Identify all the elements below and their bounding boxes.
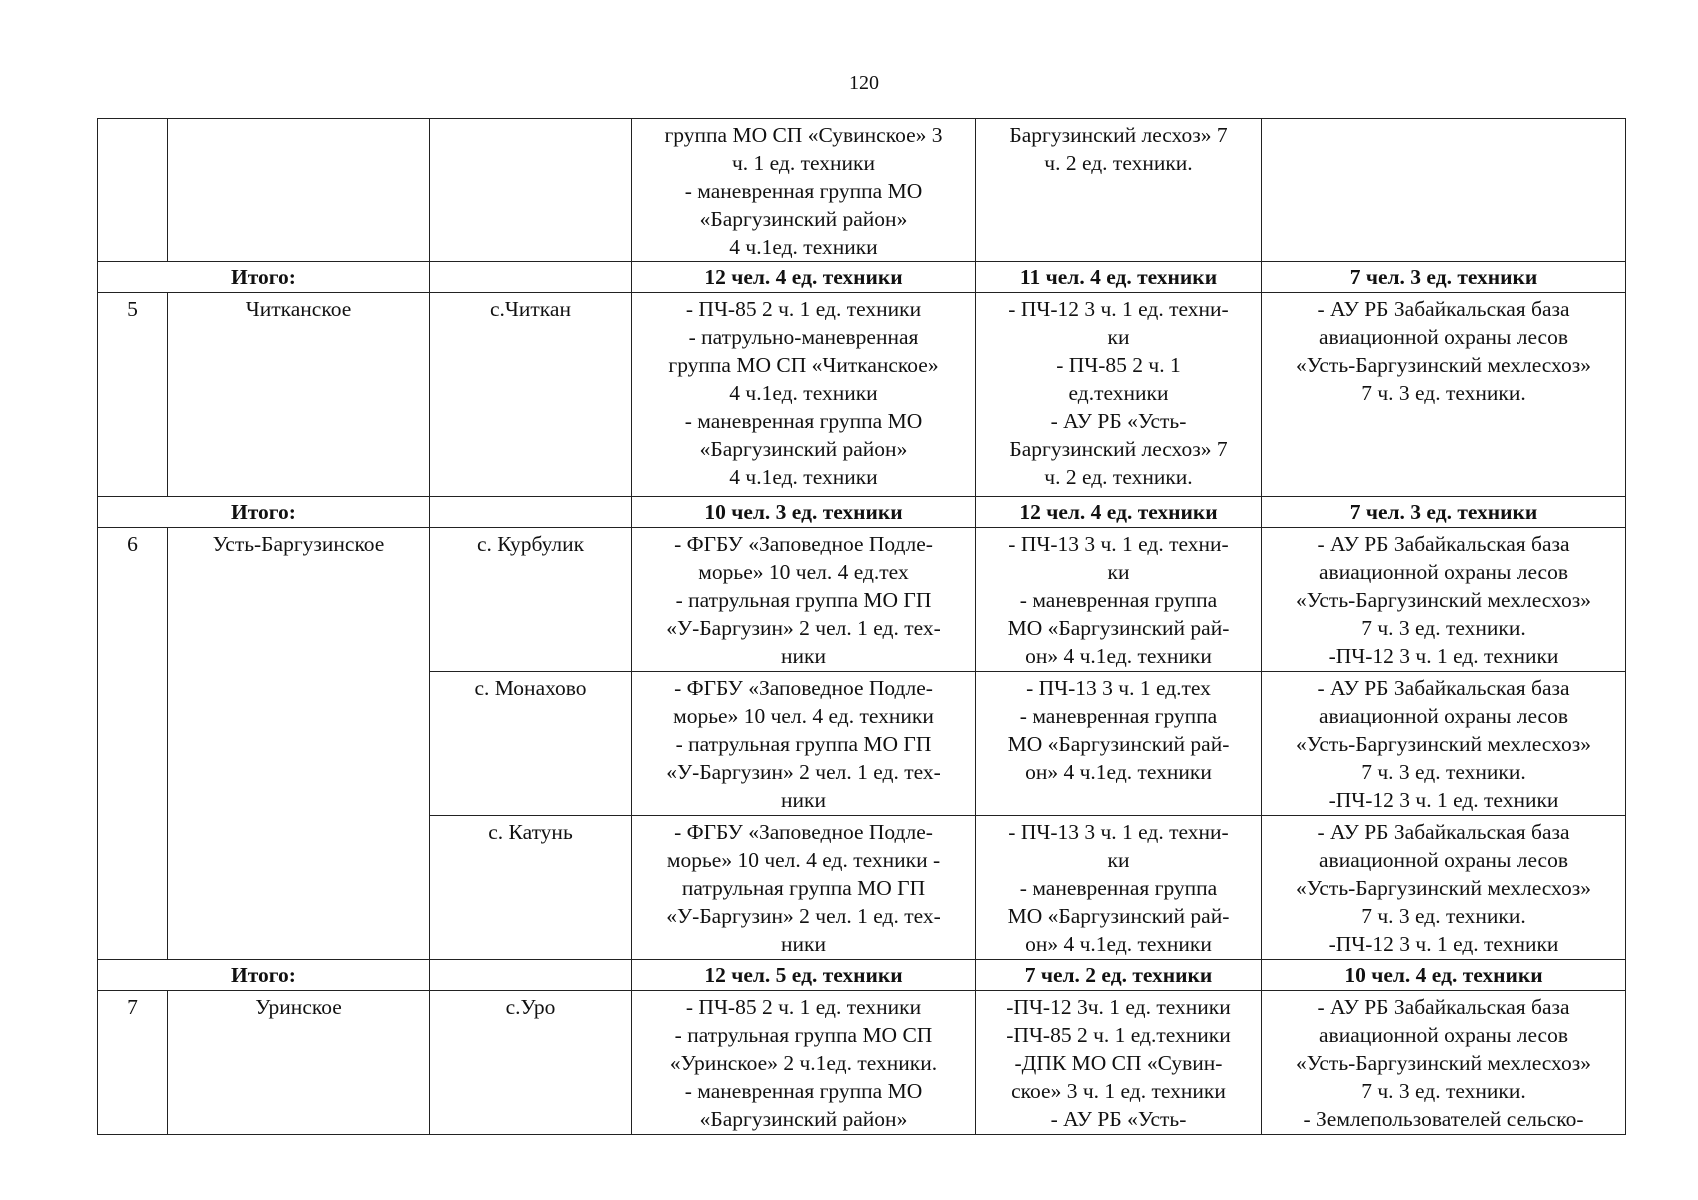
cell-line: - ПЧ-13 3 ч. 1 ед. техни- [1008, 820, 1229, 844]
total-forces-1: 10 чел. 3 ед. техники [632, 497, 976, 528]
cell-line: ники [781, 644, 826, 668]
cell-line: Баргузинский лесхоз» 7 [1009, 437, 1228, 461]
cell-line: ч. 2 ед. техники. [1044, 151, 1193, 175]
cell-line: патрульная группа МО ГП [681, 876, 926, 900]
cell-line: «Усть-Баргузинский мехлесхоз» [1296, 1051, 1591, 1075]
forces-1-cell [632, 293, 976, 497]
total-forces-2: 7 чел. 2 ед. техники [976, 960, 1262, 991]
cell-line: авиационной охраны лесов [1319, 704, 1568, 728]
cell-line: - маневренная группа [1019, 876, 1218, 900]
cell-line: - ПЧ-13 3 ч. 1 ед.тех [1026, 676, 1211, 700]
total-label: Итого: [98, 960, 430, 991]
settlement-cell [168, 119, 430, 262]
cell-line: - ФГБУ «Заповедное Подле- [674, 532, 933, 556]
cell-line: - патрульная группа МО ГП [675, 588, 932, 612]
cell-line: - ПЧ-85 2 ч. 1 ед. техники [685, 995, 922, 1019]
cell-line: ники [781, 932, 826, 956]
cell-line: группа МО СП «Сувинское» 3 [664, 123, 943, 147]
cell-line: группа МО СП «Читканское» [668, 353, 939, 377]
cell-line: ское» 3 ч. 1 ед. техники [1011, 1079, 1226, 1103]
total-empty [430, 262, 632, 293]
forces-2-cell [976, 119, 1262, 262]
cell-line: авиационной охраны лесов [1319, 325, 1568, 349]
num-cell [98, 119, 168, 262]
cell-line: морье» 10 чел. 4 ед. техники - [666, 848, 941, 872]
village-cell [430, 119, 632, 262]
cell-line: он» 4 ч.1ед. техники [1025, 644, 1212, 668]
cell-line: ч. 2 ед. техники. [1044, 465, 1193, 489]
village-cell: с.Уро [430, 991, 632, 1135]
cell-line: - АУ РБ Забайкальская база [1317, 820, 1570, 844]
village-cell: с. Катунь [430, 816, 632, 960]
total-label: Итого: [98, 497, 430, 528]
cell-line: - маневренная группа МО [684, 409, 923, 433]
num-cell: 7 [98, 991, 168, 1135]
cell-line: -ДПК МО СП «Сувин- [1014, 1051, 1223, 1075]
cell-line: «Баргузинский район» [699, 207, 908, 231]
cell-line: «Баргузинский район» [699, 437, 908, 461]
cell-line: 7 ч. 3 ед. техники. [1361, 1079, 1526, 1103]
forces-2-cell [976, 672, 1262, 816]
cell-line: «Усть-Баргузинский мехлесхоз» [1296, 732, 1591, 756]
cell-line: - АУ РБ «Усть- [1050, 1107, 1187, 1131]
forces-2-cell [976, 991, 1262, 1135]
cell-line: - ФГБУ «Заповедное Подле- [674, 676, 933, 700]
cell-line: - ФГБУ «Заповедное Подле- [674, 820, 933, 844]
cell-line: он» 4 ч.1ед. техники [1025, 760, 1212, 784]
forces-1-cell [632, 528, 976, 672]
forces-2-cell [976, 528, 1262, 672]
forces-3-cell [1262, 119, 1626, 262]
cell-line: -ПЧ-12 3ч. 1 ед. техники [1006, 995, 1231, 1019]
cell-line: - ПЧ-12 3 ч. 1 ед. техни- [1008, 297, 1229, 321]
cell-line: - патрульная группа МО СП [674, 1023, 933, 1047]
forces-1-cell [632, 816, 976, 960]
settlement-row [98, 293, 1626, 497]
cell-line: морье» 10 чел. 4 ед. техники [673, 704, 934, 728]
settlement-cell: Усть-Баргузинское [168, 528, 430, 960]
cell-line: - маневренная группа МО [684, 1079, 923, 1103]
cell-line: -ПЧ-12 3 ч. 1 ед. техники [1328, 932, 1559, 956]
total-forces-3: 7 чел. 3 ед. техники [1262, 262, 1626, 293]
total-forces-2: 12 чел. 4 ед. техники [976, 497, 1262, 528]
cell-line: 7 ч. 3 ед. техники. [1361, 616, 1526, 640]
cell-line: - ПЧ-85 2 ч. 1 [1056, 353, 1181, 377]
cell-line: ки [1107, 560, 1130, 584]
cell-line: 7 ч. 3 ед. техники. [1361, 381, 1526, 405]
total-forces-1: 12 чел. 5 ед. техники [632, 960, 976, 991]
cell-line: 4 ч.1ед. техники [729, 235, 878, 259]
cell-line: «У-Баргузин» 2 чел. 1 ед. тех- [666, 760, 941, 784]
settlement-cell: Уринское [168, 991, 430, 1135]
cell-line: - маневренная группа [1019, 704, 1218, 728]
forces-3-cell [1262, 528, 1626, 672]
cell-line: «Баргузинский район» [699, 1107, 908, 1131]
cell-line: МО «Баргузинский рай- [1007, 616, 1230, 640]
total-forces-1: 12 чел. 4 ед. техники [632, 262, 976, 293]
total-forces-3: 7 чел. 3 ед. техники [1262, 497, 1626, 528]
cell-line: 7 ч. 3 ед. техники. [1361, 904, 1526, 928]
cell-line: «Усть-Баргузинский мехлесхоз» [1296, 876, 1591, 900]
cell-line: МО «Баргузинский рай- [1007, 904, 1230, 928]
cell-line: авиационной охраны лесов [1319, 560, 1568, 584]
cell-line: -ПЧ-12 3 ч. 1 ед. техники [1328, 788, 1559, 812]
forces-3-cell [1262, 293, 1626, 497]
village-cell: с.Читкан [430, 293, 632, 497]
cell-line: «Усть-Баргузинский мехлесхоз» [1296, 353, 1591, 377]
total-forces-3: 10 чел. 4 ед. техники [1262, 960, 1626, 991]
forces-3-cell [1262, 816, 1626, 960]
cell-line: - АУ РБ «Усть- [1050, 409, 1187, 433]
cell-line: морье» 10 чел. 4 ед.тех [698, 560, 909, 584]
forces-1-cell [632, 991, 976, 1135]
cell-line: - ПЧ-85 2 ч. 1 ед. техники [685, 297, 922, 321]
total-row [98, 960, 1626, 991]
cell-line: «Уринское» 2 ч.1ед. техники. [669, 1051, 938, 1075]
cell-line: - АУ РБ Забайкальская база [1317, 297, 1570, 321]
cell-line: ники [781, 788, 826, 812]
total-empty [430, 497, 632, 528]
cell-line: - Землепользователей сельско- [1303, 1107, 1584, 1131]
cell-line: ки [1107, 848, 1130, 872]
cell-line: -ПЧ-85 2 ч. 1 ед.техники [1006, 1023, 1231, 1047]
cell-line: «У-Баргузин» 2 чел. 1 ед. тех- [666, 904, 941, 928]
cell-line: -ПЧ-12 3 ч. 1 ед. техники [1328, 644, 1559, 668]
village-cell: с. Монахово [430, 672, 632, 816]
cell-line: ед.техники [1068, 381, 1169, 405]
cell-line: - АУ РБ Забайкальская база [1317, 995, 1570, 1019]
total-empty [430, 960, 632, 991]
cell-line: авиационной охраны лесов [1319, 1023, 1568, 1047]
cell-line: 4 ч.1ед. техники [729, 381, 878, 405]
cell-line: он» 4 ч.1ед. техники [1025, 932, 1212, 956]
settlement-cell: Читканское [168, 293, 430, 497]
cell-line: - патрульная группа МО ГП [675, 732, 932, 756]
total-row [98, 497, 1626, 528]
forces-2-cell [976, 816, 1262, 960]
total-forces-2: 11 чел. 4 ед. техники [976, 262, 1262, 293]
cell-line: - АУ РБ Забайкальская база [1317, 532, 1570, 556]
cell-line: - маневренная группа [1019, 588, 1218, 612]
cell-line: ч. 1 ед. техники [731, 151, 875, 175]
cell-line: 7 ч. 3 ед. техники. [1361, 760, 1526, 784]
continuation-row [98, 119, 1626, 262]
village-cell: с. Курбулик [430, 528, 632, 672]
forces-1-cell [632, 672, 976, 816]
cell-line: авиационной охраны лесов [1319, 848, 1568, 872]
cell-line: - ПЧ-13 3 ч. 1 ед. техни- [1008, 532, 1229, 556]
forces-3-cell [1262, 672, 1626, 816]
cell-line: - маневренная группа МО [684, 179, 923, 203]
cell-line: Баргузинский лесхоз» 7 [1009, 123, 1228, 147]
cell-line: МО «Баргузинский рай- [1007, 732, 1230, 756]
page-number: 120 [849, 72, 879, 94]
total-row [98, 262, 1626, 293]
num-cell: 5 [98, 293, 168, 497]
settlement-row [98, 991, 1626, 1135]
forces-3-cell [1262, 991, 1626, 1135]
forces-2-cell [976, 293, 1262, 497]
cell-line: - патрульно-маневренная [688, 325, 919, 349]
cell-line: 4 ч.1ед. техники [729, 465, 878, 489]
forces-1-cell [632, 119, 976, 262]
total-label: Итого: [98, 262, 430, 293]
forces-table [97, 118, 1626, 1135]
cell-line: - АУ РБ Забайкальская база [1317, 676, 1570, 700]
cell-line: ки [1107, 325, 1130, 349]
num-cell: 6 [98, 528, 168, 960]
cell-line: «Усть-Баргузинский мехлесхоз» [1296, 588, 1591, 612]
cell-line: «У-Баргузин» 2 чел. 1 ед. тех- [666, 616, 941, 640]
settlement-row [98, 528, 1626, 672]
